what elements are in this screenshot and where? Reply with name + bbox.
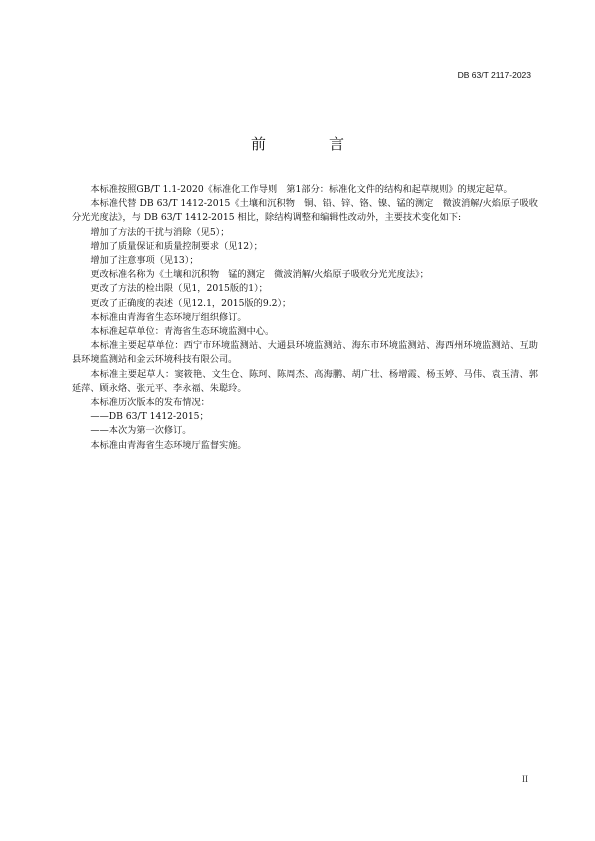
change-item-quality-control: 增加了质量保证和质量控制要求（见12）；	[90, 240, 263, 252]
page-number: II	[522, 774, 528, 784]
change-item-accuracy: 更改了正确度的表述（见12.1，2015版的9.2）；	[90, 297, 292, 309]
paragraph-history-heading: 本标准历次版本的发布情况：	[90, 397, 210, 409]
document-code: DB 63/T 2117-2023	[457, 70, 531, 80]
history-item-current: ——本次为第一次修订。	[90, 425, 192, 437]
paragraph-drafters: 本标准主要起草人：窦筱艳、文生仓、陈珂、陈周杰、高海鹏、胡广壮、杨增霞、杨玉婷、马伟、袁玉清、郭延萍、顾永烙、张元平、李永福、朱聪玲。	[72, 368, 538, 394]
paragraph-drafting-rules: 本标准按照GB/T 1.1-2020《标准化工作导则 第1部分：标准化文件的结构和起草规则》的规定起草。	[90, 184, 513, 195]
paragraph-drafting-unit: 本标准起草单位：青海省生态环境监测中心。	[90, 326, 275, 338]
change-item-detection-limit: 更改了方法的检出限（见1，2015版的1）；	[90, 283, 268, 295]
change-item-interference: 增加了方法的干扰与消除（见5）；	[90, 226, 230, 238]
paragraph-supervision: 本标准由青海省生态环境厅监督实施。	[90, 439, 247, 451]
foreword-body	[72, 183, 538, 453]
paragraph-replacement: 本标准代替 DB 63/T 1412-2015《土壤和沉积物 铜、铅、锌、铬、镍、锰的测定 微波消解/火焰原子吸收分光光度法》，与 DB 63/T 1412-2015 相比，除结构调整和编辑性改动外，主要技术变化如下:	[72, 198, 538, 224]
change-item-title: 更改标准名称为《土壤和沉积物 锰的测定 微波消解/火焰原子吸收分光光度法》；	[90, 269, 429, 281]
paragraph-main-units: 本标准主要起草单位：西宁市环境监测站、大通县环境监测站、海东市环境监测站、海西州环境监测站、互助县环境监测站和金云环境科技有限公司。	[72, 340, 538, 366]
change-item-notes: 增加了注意事项（见13）；	[90, 255, 199, 267]
page-title: 前 言	[250, 135, 368, 153]
paragraph-organizer: 本标准由青海省生态环境厅组织修订。	[90, 311, 247, 323]
history-item-2015: ——DB 63/T 1412-2015；	[90, 411, 209, 423]
